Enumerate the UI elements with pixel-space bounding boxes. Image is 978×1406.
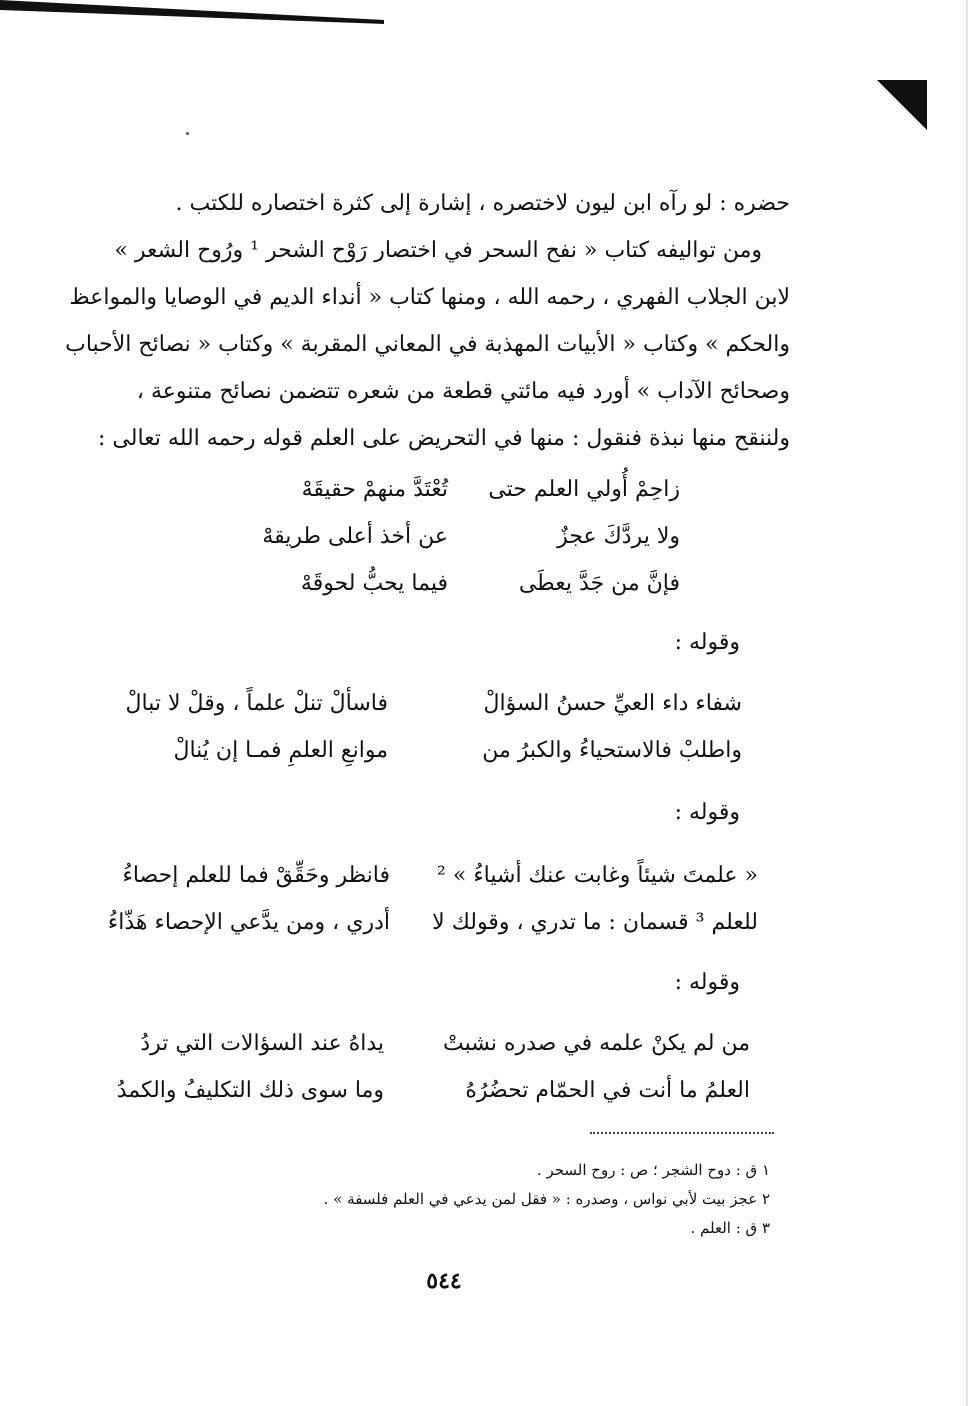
- poem-3: [94, 852, 758, 946]
- footnote: ١ ق : دوح الشجر ؛ ص : روح السحر .: [536, 1161, 770, 1179]
- paragraph-line: والحكم » وكتاب « الأبيات المهذبة في المعاني المقربة » وكتاب « نصائح الأحباب: [65, 332, 790, 357]
- verse-line: [118, 680, 742, 727]
- verse-first-hemistich: واطلبْ فالاستحياءُ والكبرُ من: [482, 738, 742, 763]
- page-edge-line: [966, 0, 968, 1406]
- verse-line: [94, 852, 758, 899]
- verse-first-hemistich: زاحِمْ أُولي العلم حتى: [488, 477, 680, 502]
- page-number: ٥٤٤: [426, 1268, 462, 1294]
- footnote-separator: [590, 1132, 774, 1134]
- verse-first-hemistich: ولا يردَّكَ عجزٌ: [557, 524, 680, 549]
- verse-second-hemistich: وما سوى ذلك التكليفُ والكمدُ: [116, 1078, 384, 1103]
- verse-second-hemistich: تُعْتَدَّ منهمْ حقيقَهْ: [301, 477, 448, 502]
- verse-first-hemistich: للعلم ³ قسمان : ما تدري ، وقولك لا: [432, 910, 758, 935]
- verse-second-hemistich: أدري ، ومن يدَّعي الإحصاء هَذّاءُ: [107, 910, 390, 935]
- scan-edge-shadow: [0, 0, 384, 26]
- paragraph-line: لابن الجلاب الفهري ، رحمه الله ، ومنها كتاب « أنداء الديم في الوصايا والمواعظ: [69, 285, 790, 310]
- verse-first-hemistich: فإنَّ من جَدَّ يعطَى: [518, 571, 680, 596]
- verse-line: [222, 513, 680, 560]
- footnote: ٣ ق : العلم .: [690, 1219, 770, 1237]
- paragraph-line: وصحائح الآداب » أورد فيه مائتي قطعة من شعره تتضمن نصائح متنوعة ،: [136, 379, 790, 404]
- verse-second-hemistich: فانظر وحَقِّقْ فما للعلم إحصاءُ: [122, 863, 390, 888]
- verse-second-hemistich: فيما يحبُّ لحوقَهْ: [300, 571, 448, 596]
- verse-first-hemistich: « علمتَ شيئاً وغابت عنك أشياءُ » ²: [437, 863, 758, 888]
- paragraph-line: حضره : لو رآه ابن ليون لاختصره ، إشارة إلى كثرة اختصاره للكتب .: [175, 191, 790, 216]
- paragraph-line: ولننقح منها نبذة فنقول : منها في التحريض على العلم قوله رحمه الله تعالى :: [98, 426, 790, 451]
- verse-first-hemistich: شفاء داء العيِّ حسنُ السؤالْ: [483, 691, 742, 716]
- poem-intro: وقوله :: [674, 800, 740, 825]
- verse-line: [94, 899, 758, 946]
- poem-2: [118, 680, 742, 774]
- verse-second-hemistich: فاسألْ تنلْ علماً ، وقلْ لا تبالْ: [125, 691, 388, 716]
- prose-block: [65, 180, 790, 462]
- verse-line: [104, 1067, 750, 1114]
- footnote: ٢ عجز بيت لأبي نواس ، وصدره : « فقل لمن يدعي في العلم فلسفة » .: [323, 1190, 770, 1208]
- verse-first-hemistich: من لم يكنْ علمه في صدره نشبتْ: [442, 1031, 750, 1056]
- verse-second-hemistich: موانعِ العلمِ فمـا إن يُنالْ: [173, 738, 388, 763]
- scan-speck: [186, 132, 189, 135]
- verse-second-hemistich: عن أخذ أعلى طريقهْ: [262, 524, 448, 549]
- poem-intro: وقوله :: [674, 970, 740, 995]
- verse-line: [118, 727, 742, 774]
- verse-line: [104, 1020, 750, 1067]
- poem-intro: وقوله :: [674, 630, 740, 655]
- poem-1: [222, 466, 680, 607]
- paragraph-line: ومن تواليفه كتاب « نفح السحر في اختصار رَوْح الشحر ¹ ورُوح الشعر »: [114, 238, 762, 263]
- verse-line: [222, 466, 680, 513]
- footnotes: [240, 1156, 770, 1243]
- corner-triangle-icon: [877, 80, 927, 130]
- poem-4: [104, 1020, 750, 1114]
- verse-line: [222, 560, 680, 607]
- verse-first-hemistich: العلمُ ما أنت في الحمّام تحضُرُهُ: [465, 1078, 750, 1103]
- verse-second-hemistich: يداهُ عند السؤالات التي تردُ: [140, 1031, 384, 1056]
